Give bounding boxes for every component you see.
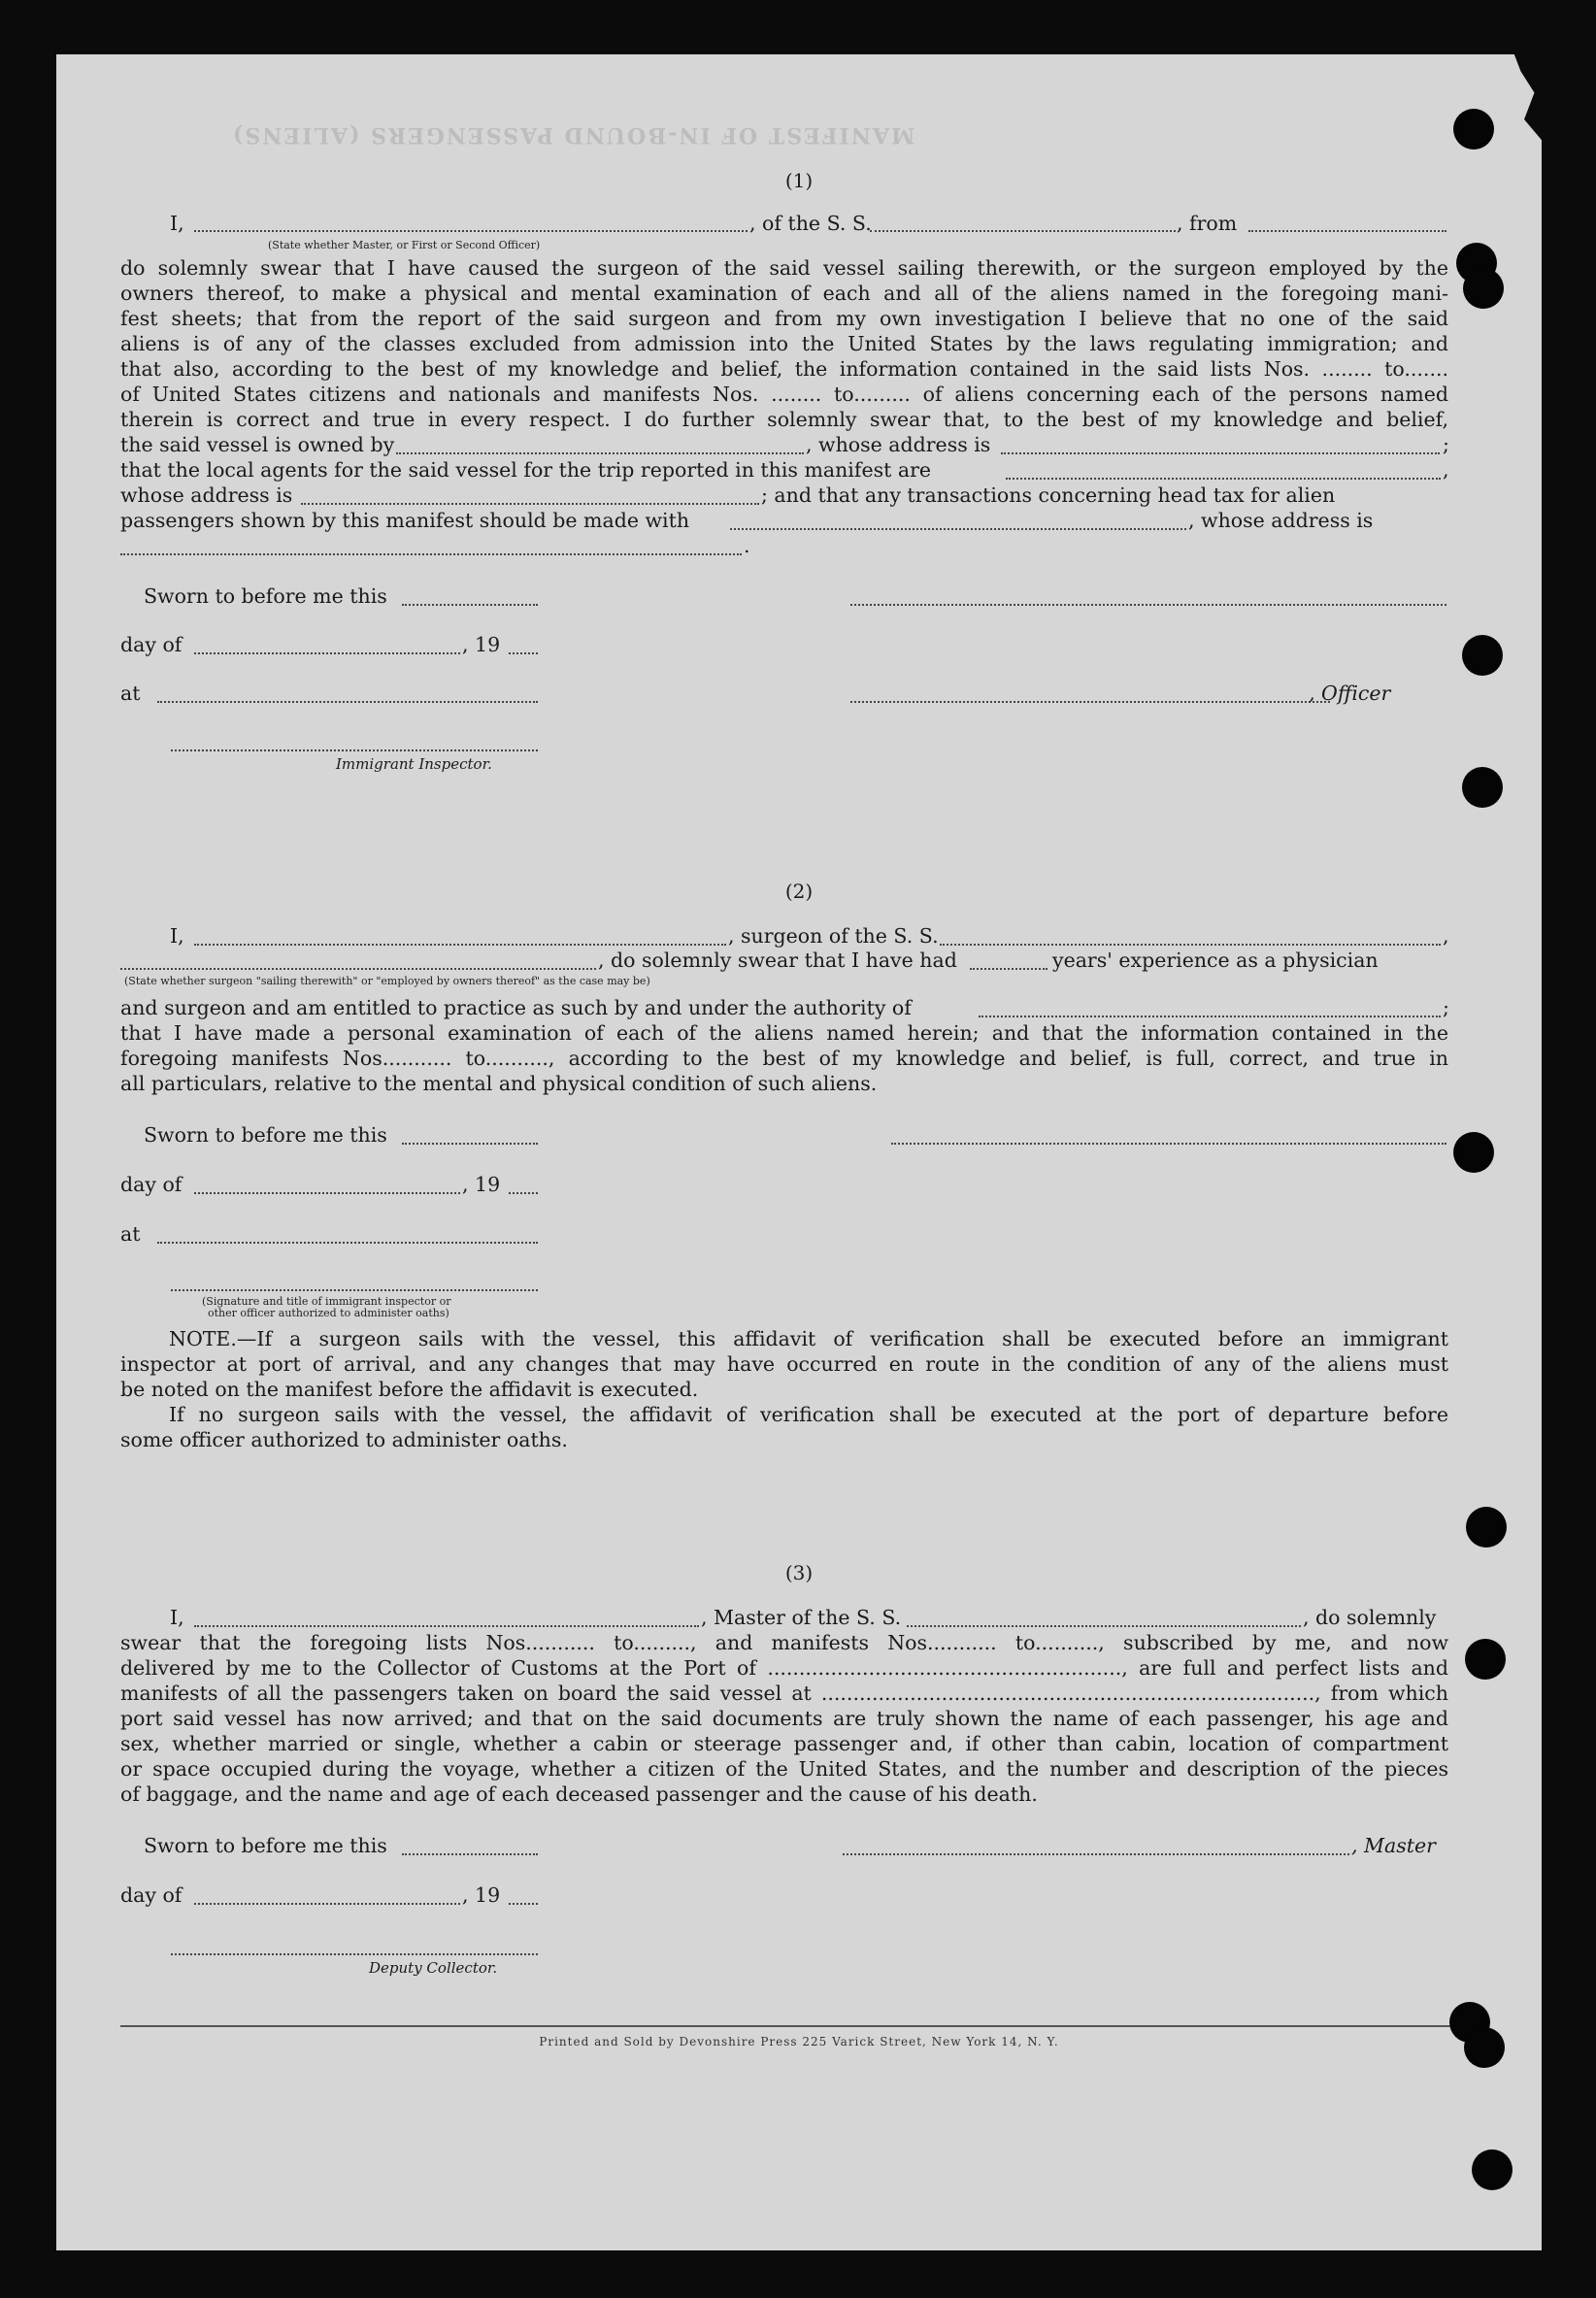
s2-text-2: foregoing manifests Nos........... to.........., according to the best of my knowledge and belief, is full, correct, and true in [120, 1047, 1448, 1070]
s1-officer-caption: (State whether Master, or First or Second Officer) [268, 239, 541, 251]
s2-ship-blank[interactable] [940, 944, 1441, 946]
s1-whose-address-is: , whose address is [806, 433, 991, 456]
s2-nineteen: , 19 [462, 1173, 501, 1196]
punch-hole [1465, 1639, 1506, 1680]
s3-text-5: sex, whether married or single, whether a cabin or steerage passenger and, if other than cabin, location of compartment [120, 1732, 1448, 1755]
s2-years-exp: years' experience as a physician [1052, 949, 1379, 972]
s3-text-3: manifests of all the passengers taken on board the said vessel at .............................................................................., from which [120, 1682, 1448, 1705]
s2-surgeon-of: , surgeon of the S. S. [728, 924, 939, 948]
s3-master-signature-blank[interactable] [843, 1853, 1349, 1855]
s2-note2-1: If no surgeon sails with the vessel, the affidavit of verification shall be executed at the port of departure before [169, 1403, 1448, 1426]
s1-agents-blank[interactable] [1006, 478, 1441, 480]
punch-hole [1472, 2149, 1513, 2190]
punch-hole [1466, 1507, 1507, 1548]
s2-comma: , [1443, 924, 1449, 948]
s1-day-of: day of [120, 633, 183, 656]
s2-year-blank[interactable] [509, 1192, 538, 1194]
s1-local-agents: that the local agents for the said vessel for the trip reported in this manifest are [120, 458, 932, 482]
s3-deputy-signature-blank[interactable] [171, 1953, 538, 1955]
s3-master-name-blank[interactable] [194, 1625, 699, 1627]
s1-officer-signature-blank[interactable] [850, 701, 1330, 703]
punch-hole [1453, 109, 1494, 150]
s2-do-solemnly: , do solemnly swear that I have had [598, 949, 957, 972]
s1-inspector-signature-blank[interactable] [171, 749, 538, 751]
s1-whose-address: whose address is [120, 483, 293, 507]
s2-sig-caption-1: (Signature and title of immigrant inspector or [202, 1295, 451, 1308]
s1-officer-blank[interactable] [194, 230, 748, 232]
s1-sworn: Sworn to before me this [144, 584, 387, 608]
s3-do-solemnly: , do solemnly [1303, 1606, 1437, 1629]
s2-surgeon-signature-blank[interactable] [891, 1143, 1446, 1145]
s2-surgeon-name-blank[interactable] [194, 944, 726, 946]
s2-sworn: Sworn to before me this [144, 1123, 387, 1147]
s1-passengers: passengers shown by this manifest should be made with [120, 509, 690, 532]
s2-at: at [120, 1222, 141, 1246]
s1-period: . [744, 534, 750, 557]
s2-note2-2: some officer authorized to administer oaths. [120, 1428, 568, 1451]
s2-day-blank[interactable] [194, 1192, 460, 1194]
bleed-through-title: MANIFEST OF IN-BOUND PASSENGERS (ALIENS) [231, 122, 915, 148]
s2-i: I, [170, 924, 184, 948]
s1-at: at [120, 682, 141, 705]
s3-sworn-blank[interactable] [402, 1853, 538, 1855]
punch-hole [1462, 767, 1503, 808]
s1-owner-blank[interactable] [396, 452, 804, 454]
s2-sig-caption-2: other officer authorized to administer oaths) [208, 1307, 449, 1319]
printer-footer: Printed and Sold by Devonshire Press 225 Varick Street, New York 14, N. Y. [539, 2035, 1059, 2048]
s1-head-tax-address-blank[interactable] [120, 553, 742, 555]
s1-sworn-blank[interactable] [402, 604, 538, 606]
s3-text-2: delivered by me to the Collector of Customs at the Port of ........................................................, are full and perfect lists and [120, 1656, 1448, 1680]
s1-day-blank[interactable] [194, 652, 460, 654]
s2-authority-blank[interactable] [979, 1016, 1441, 1017]
punch-hole [1453, 1132, 1494, 1173]
s3-ship-blank[interactable] [907, 1625, 1301, 1627]
s2-surgeon-type-blank[interactable] [120, 968, 596, 970]
s2-years-blank[interactable] [970, 968, 1047, 970]
s1-inspector-caption: Immigrant Inspector. [336, 755, 492, 773]
punch-hole [1463, 268, 1504, 309]
s1-text-6: of United States citizens and nationals and manifests Nos. ........ to......... of aliens concerning each of the persons named [120, 383, 1448, 406]
s2-note-3: be noted on the manifest before the affidavit is executed. [120, 1378, 699, 1401]
s3-year-blank[interactable] [509, 1903, 538, 1905]
s3-day-blank[interactable] [194, 1903, 460, 1905]
s1-whose-address-end: , whose address is [1188, 509, 1374, 532]
s1-year-blank[interactable] [509, 652, 538, 654]
s2-semicolon: ; [1443, 996, 1449, 1019]
s3-i: I, [170, 1606, 184, 1629]
manifest-back-sheet [56, 54, 1542, 2250]
s1-officer-label: , Officer [1309, 682, 1391, 705]
s1-of-the-ss: , of the S. S. [749, 212, 872, 235]
s2-authority: and surgeon and am entitled to practice as such by and under the authority of [120, 996, 912, 1019]
s1-text-1: do solemnly swear that I have caused the surgeon of the said vessel sailing therewith, or the surgeon employed by the [120, 256, 1448, 280]
section-2-number: (2) [784, 880, 814, 903]
s1-master-signature-blank[interactable] [850, 604, 1446, 606]
s1-at-blank[interactable] [157, 701, 538, 703]
s1-semicolon: ; [1443, 433, 1449, 456]
footer-rule [120, 2025, 1460, 2027]
punch-hole [1464, 2027, 1505, 2068]
s3-deputy-caption: Deputy Collector. [369, 1959, 498, 1977]
s3-text-7: of baggage, and the name and age of each deceased passenger and the cause of his death. [120, 1782, 1038, 1806]
s2-text-3: all particulars, relative to the mental and physical condition of such aliens. [120, 1072, 878, 1095]
s1-from: , from [1177, 212, 1238, 235]
s3-text-1: swear that the foregoing lists Nos........... to........., and manifests Nos........... to.........., subscribed by me, and now [120, 1631, 1448, 1654]
s1-agents-address-blank[interactable] [301, 503, 759, 505]
s1-comma: , [1443, 458, 1449, 482]
s2-sworn-blank[interactable] [402, 1143, 538, 1145]
s2-note-2: inspector at port of arrival, and any changes that may have occurred en route in the condition of any of the aliens must [120, 1352, 1448, 1376]
s1-text-3: fest sheets; that from the report of the said surgeon and from my own investigation I believe that no one of the said [120, 307, 1448, 330]
s3-master-label: , Master [1351, 1834, 1436, 1857]
s2-text-1: that I have made a personal examination of each of the aliens named herein; and that the information contained in the [120, 1021, 1448, 1045]
s2-note-1: NOTE.—If a surgeon sails with the vessel, this affidavit of verification shall be executed before an immigrant [169, 1327, 1448, 1350]
s1-owner-address-blank[interactable] [1001, 452, 1440, 454]
s1-i: I, [170, 212, 184, 235]
s3-text-6: or space occupied during the voyage, whether a citizen of the United States, and the number and description of the pieces [120, 1757, 1448, 1781]
s1-head-tax: ; and that any transactions concerning head tax for alien [761, 483, 1336, 507]
s1-owned-by: the said vessel is owned by [120, 433, 395, 456]
s3-nineteen: , 19 [462, 1883, 501, 1907]
s1-text-4: aliens is of any of the classes excluded from admission into the United States by the laws regulating immigration; and [120, 332, 1448, 355]
s1-text-7: therein is correct and true in every respect. I do further solemnly swear that, to the best of my knowledge and belief, [120, 408, 1448, 431]
s1-text-2: owners thereof, to make a physical and mental examination of each and all of the aliens named in the foregoing mani- [120, 282, 1448, 305]
s1-from-blank[interactable] [1248, 230, 1446, 232]
s3-day-of: day of [120, 1883, 183, 1907]
punch-hole [1462, 635, 1503, 676]
s3-master-of: , Master of the S. S. [701, 1606, 902, 1629]
s1-ship-blank[interactable] [870, 230, 1176, 232]
s3-sworn: Sworn to before me this [144, 1834, 387, 1857]
s1-nineteen: , 19 [462, 633, 501, 656]
document-page [56, 54, 1542, 2250]
s3-text-4: port said vessel has now arrived; and that on the said documents are truly shown the name of each passenger, his age and [120, 1707, 1448, 1730]
section-1-number: (1) [784, 169, 814, 192]
s1-head-tax-blank[interactable] [730, 528, 1186, 530]
s2-day-of: day of [120, 1173, 183, 1196]
s2-at-blank[interactable] [157, 1242, 538, 1244]
s1-text-5: that also, according to the best of my knowledge and belief, the information contained in the said lists Nos. ........ to....... [120, 357, 1448, 381]
s2-inspector-signature-blank[interactable] [171, 1289, 538, 1291]
section-3-number: (3) [784, 1561, 814, 1584]
s2-surgeon-caption: (State whether surgeon "sailing therewith" or "employed by owners thereof" as the case may be) [124, 975, 650, 987]
